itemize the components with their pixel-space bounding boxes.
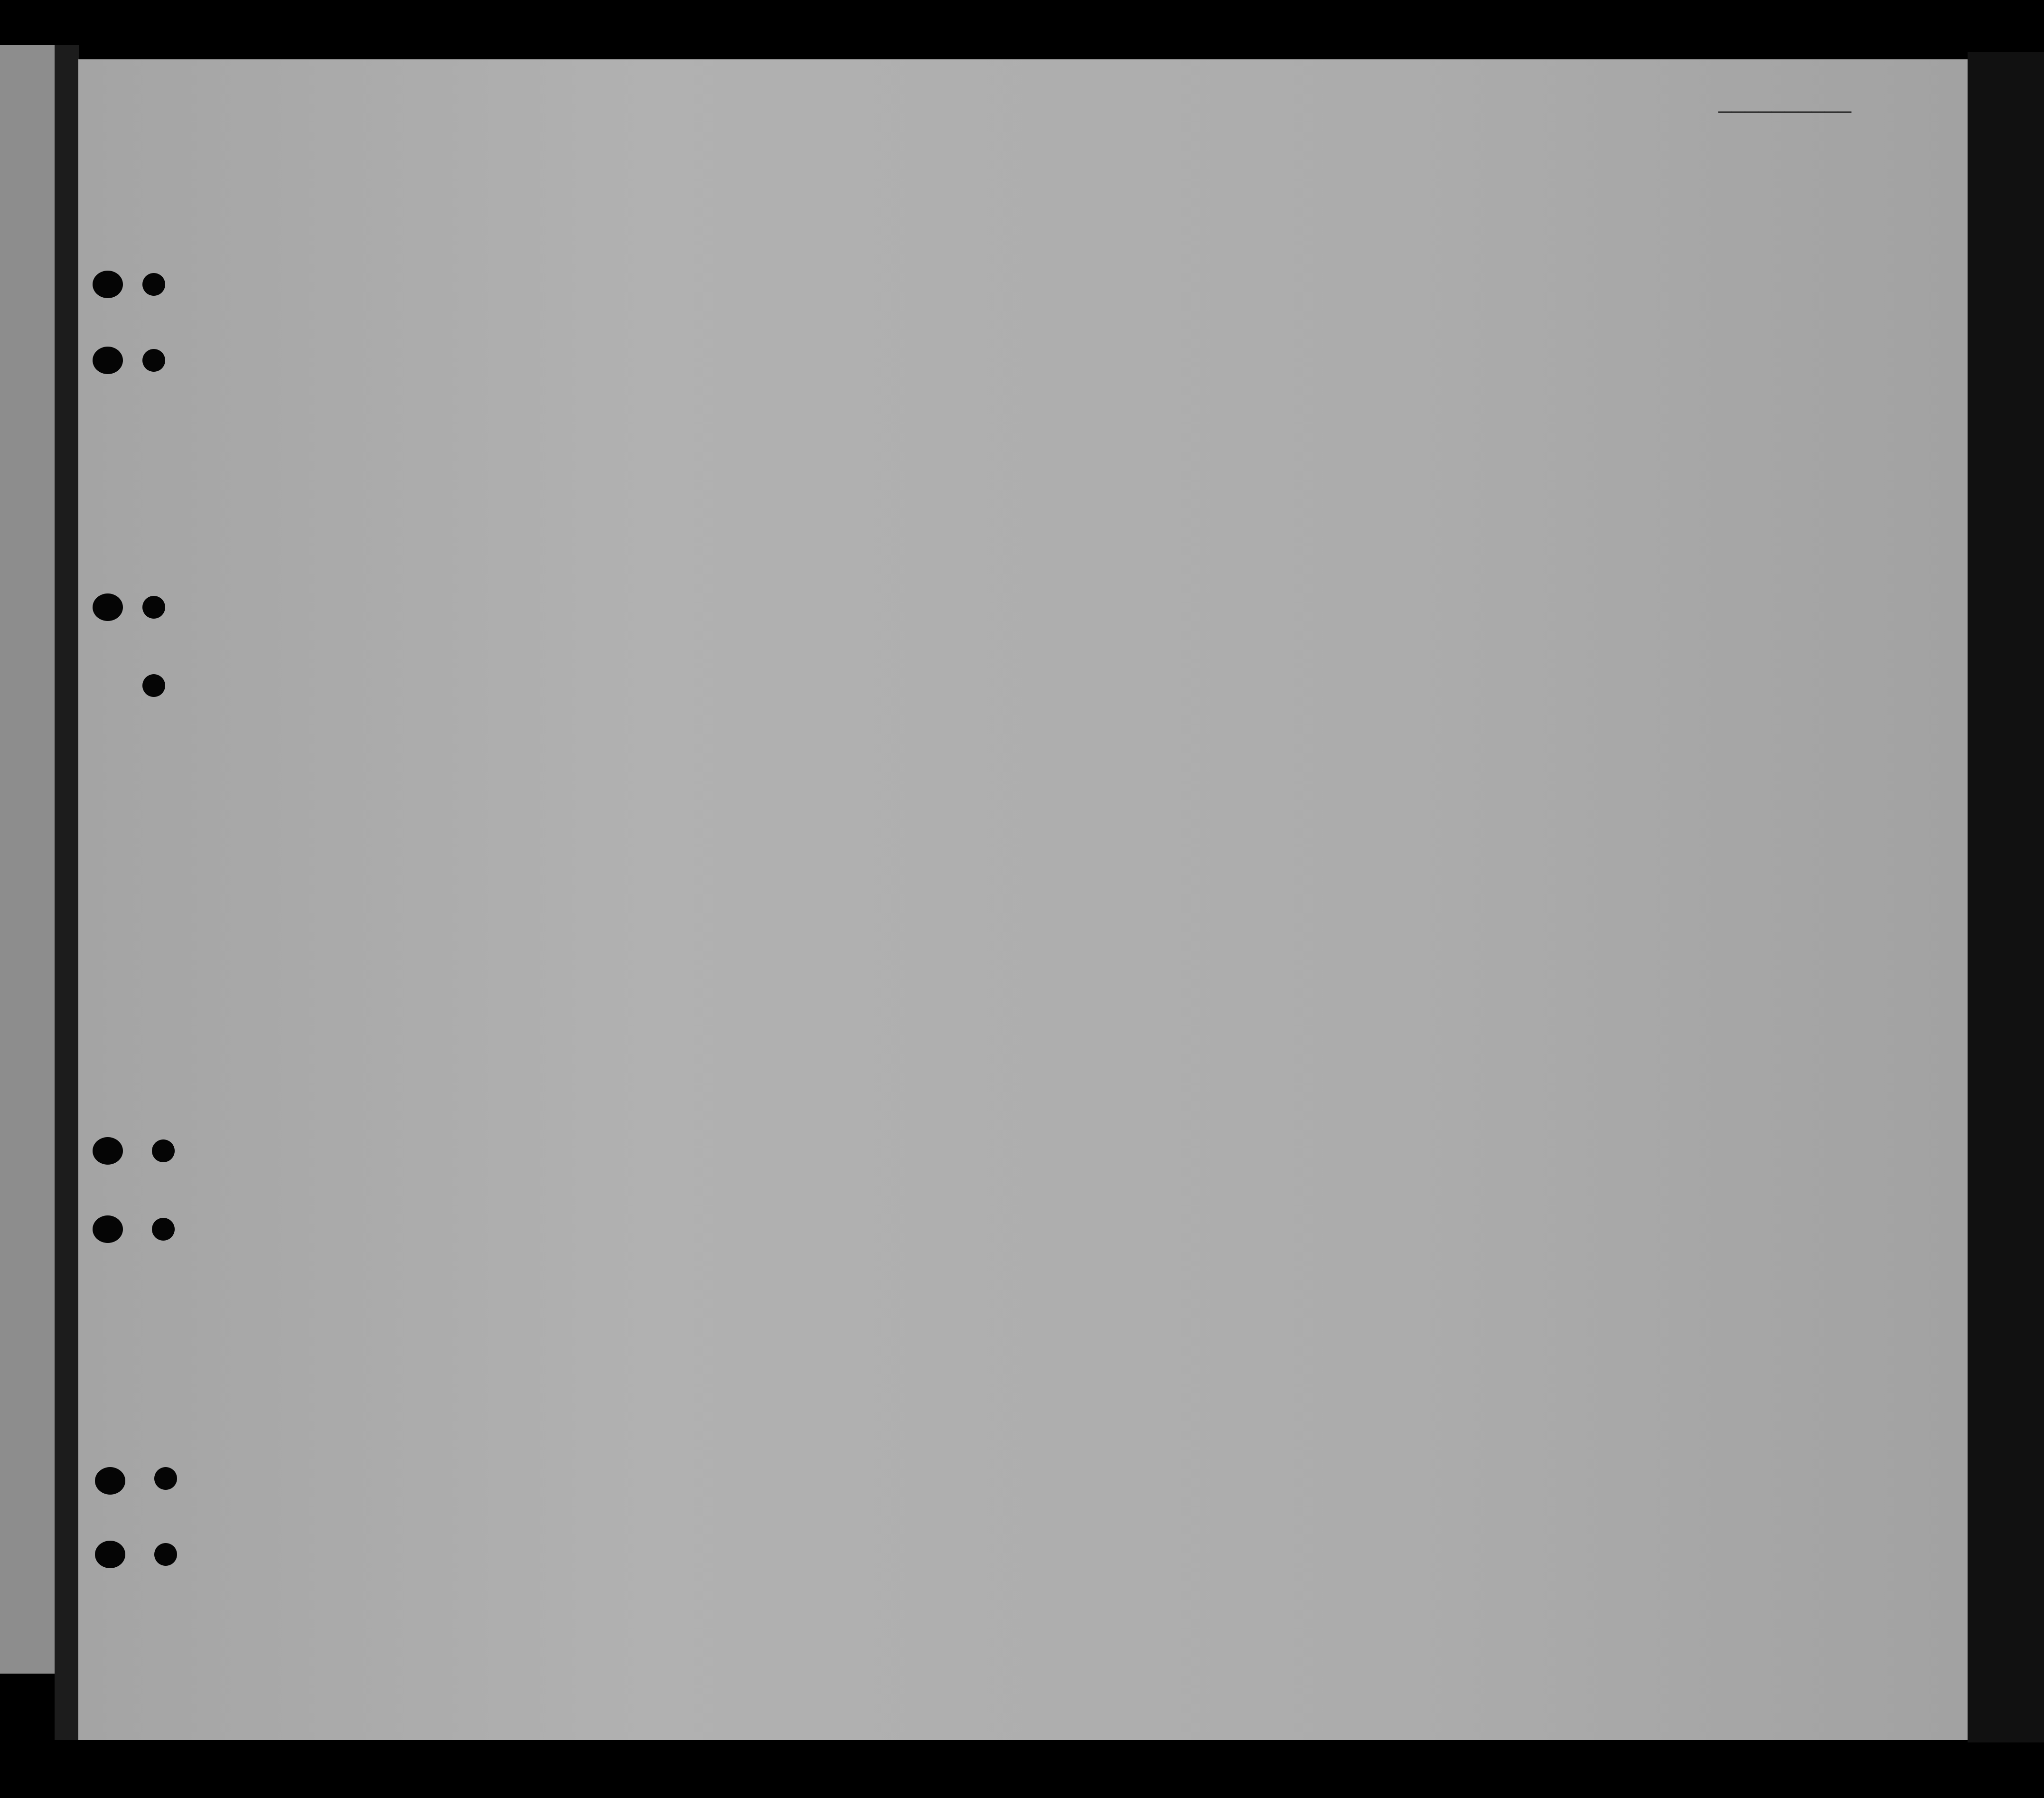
list-number: __________ xyxy=(1718,86,1851,116)
